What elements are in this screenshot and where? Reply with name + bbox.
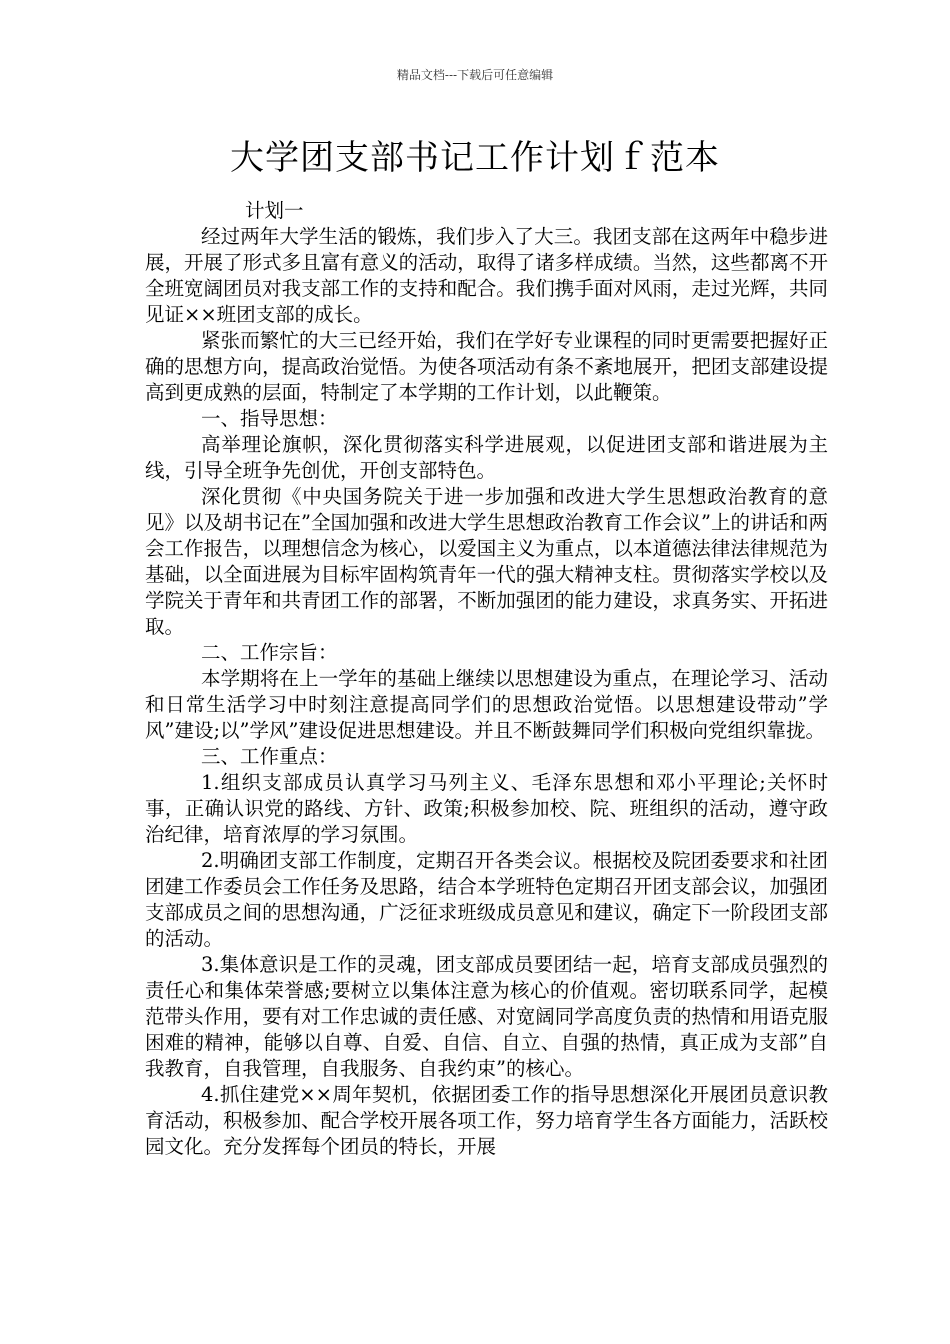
- section-heading: 三、工作重点：: [201, 745, 338, 768]
- list-item: 4.抓住建党××周年契机，依据团委工作的指导思想深化开展团员意识教育活动，积极参加、配合学校开展各项工作，努力培育学生各方面能力，活跃校园文化。充分发挥每个团员的特长，开展: [145, 1083, 828, 1158]
- paragraph: 深化贯彻《中央国务院关于进一步加强和改进大学生思想政治教育的意见》以及胡书记在”全国加强和改进大学生思想政治教育工作会议”上的讲话和两会工作报告，以理想信念为核心，以爱国主义为重点，以本道德法律法律规范为基础，以全面进展为目标牢固构筑青年一代的强大精神支柱。贯彻落实学校以及学院关于青年和共青团工作的部署，不断加强团的能力建设，求真务实、开拓进取。: [145, 485, 828, 638]
- paragraph: 高举理论旗帜，深化贯彻落实科学进展观，以促进团支部和谐进展为主线，引导全班争先创优，开创支部特色。: [145, 433, 828, 482]
- paragraph: 经过两年大学生活的锻炼，我们步入了大三。我团支部在这两年中稳步进展，开展了形式多且富有意义的活动，取得了诸多样成绩。当然，这些都离不开全班宽阔团员对我支部工作的支持和配合。我们携手面对风雨，走过光辉，共同见证××班团支部的成长。: [145, 225, 828, 326]
- list-item: 3.集体意识是工作的灵魂，团支部成员要团结一起，培育支部成员强烈的责任心和集体荣誉感;要树立以集体注意为核心的价值观。密切联系同学，起模范带头作用，要有对工作忠诚的责任感、对宽阔同学高度负责的热情和用语克服困难的精神，能够以自尊、自爱、自信、自立、自强的热情，真正成为支部”自我教育，自我管理，自我服务、自我约束”的核心。: [145, 953, 828, 1080]
- list-item: 2.明确团支部工作制度，定期召开各类会议。根据校及院团委要求和社团团建工作委员会工作任务及思路，结合本学班特色定期召开团支部会议，加强团支部成员之间的思想沟通，广泛征求班级成员意见和建议，确定下一阶段团支部的活动。: [145, 849, 828, 950]
- list-item: 1.组织支部成员认真学习马列主义、毛泽东思想和邓小平理论;关怀时事，正确认识党的路线、方针、政策;积极参加校、院、班组织的活动，遵守政治纪律，培育浓厚的学习氛围。: [145, 771, 828, 846]
- plan-label: 计划一: [245, 199, 304, 222]
- page-header: 精品文档---下载后可任意编辑: [396, 68, 554, 82]
- document-title: 大学团支部书记工作计划ｆ范本: [230, 138, 720, 178]
- section-heading: 二、工作宗旨：: [201, 641, 338, 664]
- paragraph: 紧张而繁忙的大三已经开始，我们在学好专业课程的同时更需要把握好正确的思想方向，提高政治觉悟。为使各项活动有条不紊地展开，把团支部建设提高到更成熟的层面，特制定了本学期的工作计划，以此鞭策。: [145, 329, 828, 404]
- document-body: [145, 198, 828, 1160]
- section-heading: 一、指导思想：: [201, 407, 338, 430]
- paragraph: 本学期将在上一学年的基础上继续以思想建设为重点，在理论学习、活动和日常生活学习中时刻注意提高同学们的思想政治觉悟。以思想建设带动”学风”建设;以”学风”建设促进思想建设。并且不断鼓舞同学们积极向党组织靠拢。: [145, 667, 828, 742]
